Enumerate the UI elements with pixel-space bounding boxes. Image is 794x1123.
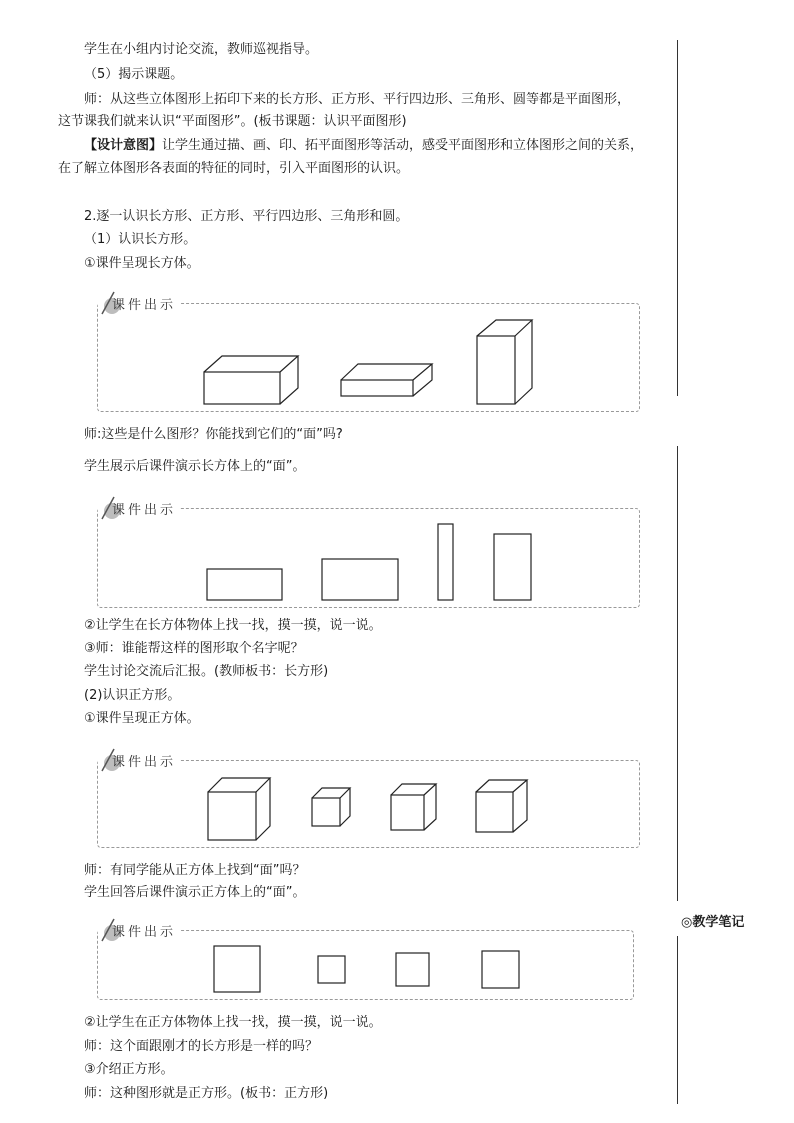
text-line-13: ③师：谁能帮这样的图形取个名字呢？	[84, 641, 304, 656]
text-line-3: 师：从这些立体图形上拓印下来的长方形、正方形、平行四边形、三角形、圆等都是平面图形，	[84, 92, 631, 107]
rectangle-shapes	[98, 509, 639, 607]
text-line-11: 学生展示后课件演示长方体上的“面”。	[84, 459, 306, 474]
courseware-box-cuboids	[97, 297, 640, 412]
text-line-10: 师:这些是什么图形？你能找到它们的“面”吗?	[84, 427, 343, 442]
courseware-box-cubes	[97, 754, 640, 848]
cuboid-shapes	[98, 304, 639, 411]
text-line-17: 师：有同学能从正方体上找到“面”吗？	[84, 863, 306, 878]
design-intent-text: 让学生通过描、画、印、拓平面图形等活动，感受平面图形和立体图形之间的关系，	[162, 138, 644, 153]
courseware-label: 课件出示	[112, 754, 177, 770]
text-line-21: ③介绍正方形。	[84, 1062, 174, 1077]
text-line-15: (2)认识正方形。	[84, 688, 181, 703]
text-line-7: 2.逐一认识长方形、正方形、平行四边形、三角形和圆。	[84, 209, 409, 224]
text-line-4: 这节课我们就来认识“平面图形”。(板书课题：认识平面图形)	[58, 114, 407, 129]
courseware-box-rectangles	[97, 502, 640, 608]
design-intent-label: 【设计意图】	[84, 138, 163, 153]
text-line-8: （1）认识长方形。	[84, 232, 197, 247]
margin-rule-bottom	[677, 936, 678, 1104]
text-line-20: 师：这个面跟刚才的长方形是一样的吗？	[84, 1039, 319, 1054]
text-line-19: ②让学生在正方体物体上找一找，摸一摸，说一说。	[84, 1015, 382, 1030]
margin-rule-top	[677, 40, 678, 396]
cube-shapes	[98, 761, 639, 847]
text-line-12: ②让学生在长方体物体上找一找，摸一摸，说一说。	[84, 618, 382, 633]
text-line-1: 学生在小组内讨论交流，教师巡视指导。	[84, 42, 319, 57]
text-line-18: 学生回答后课件演示正方体上的“面”。	[84, 885, 306, 900]
text-line-22: 师：这种图形就是正方形。(板书：正方形)	[84, 1086, 329, 1101]
margin-rule-middle	[677, 446, 678, 901]
text-line-14: 学生讨论交流后汇报。(教师板书：长方形)	[84, 664, 329, 679]
text-line-2: （5）揭示课题。	[84, 67, 184, 82]
square-shapes	[98, 931, 633, 999]
text-line-16: ①课件呈现正方体。	[84, 711, 200, 726]
teaching-notes-label: ◎教学笔记	[681, 915, 745, 930]
courseware-box-squares	[97, 924, 634, 1000]
courseware-label: 课件出示	[112, 502, 177, 518]
text-line-6: 在了解立体图形各表面的特征的同时，引入平面图形的认识。	[58, 161, 410, 176]
courseware-label: 课件出示	[112, 297, 177, 313]
courseware-label: 课件出示	[112, 924, 177, 940]
design-intent-line	[84, 137, 643, 155]
text-line-9: ①课件呈现长方体。	[84, 256, 200, 271]
